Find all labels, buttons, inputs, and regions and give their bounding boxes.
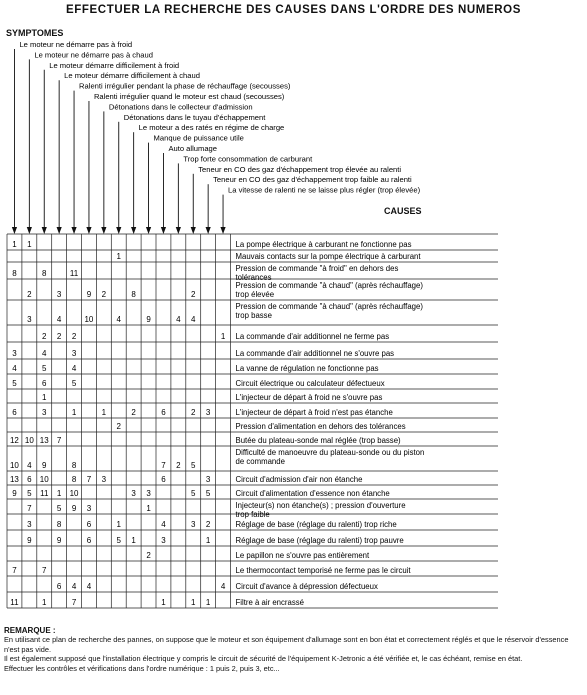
symptom-label: Ralenti irrégulier quand le moteur est chaud (secousses) (93, 92, 285, 101)
matrix-value: 8 (71, 475, 77, 484)
matrix-value: 5 (116, 536, 121, 545)
cause-label: L'injecteur de départ à froid n'est pas étanche (235, 408, 393, 417)
matrix-value: 1 (116, 252, 121, 261)
cause-label: Injecteur(s) non étanche(s) ; pression d'ouverture trop faible (235, 501, 406, 519)
arrow-head-icon (86, 227, 91, 234)
cause-label: Le thermocontact temporisé ne ferme pas le circuit (235, 566, 411, 575)
cause-label: La commande d'air additionnel ne ferme pas (235, 332, 390, 341)
matrix-value: 3 (42, 408, 47, 417)
matrix-value: 9 (56, 536, 62, 545)
symptom-label: Le moteur ne démarre pas à chaud (34, 50, 153, 60)
matrix-value: 7 (12, 566, 17, 575)
matrix-value: 2 (205, 520, 211, 529)
matrix-value: 9 (71, 504, 77, 513)
cause-label: Pression de commande "à chaud" (après réchauffage) trop élevée (235, 281, 423, 299)
matrix-value: 6 (27, 475, 32, 484)
matrix-value: 4 (56, 315, 62, 324)
matrix-value: 4 (220, 582, 226, 591)
matrix-value: 9 (146, 315, 151, 324)
matrix-value: 1 (146, 504, 151, 513)
remark-line-2: Il est également supposé que l'installation électrique y compris le circuit de sécurité de l'équipement K-Jetronic a été vérifiée et, le cas échéant, remise en état. (4, 654, 523, 664)
matrix-value: 4 (191, 315, 196, 324)
matrix-value: 5 (205, 489, 211, 498)
matrix-value: 8 (56, 520, 62, 529)
matrix-value: 6 (161, 408, 166, 417)
arrow-head-icon (161, 227, 166, 234)
matrix-value: 12 (9, 436, 19, 445)
arrow-head-icon (191, 227, 196, 234)
matrix-value: 2 (131, 408, 136, 417)
cause-label: La commande d'air additionnel ne s'ouvre pas (235, 349, 395, 358)
matrix-value: 4 (71, 364, 77, 373)
matrix-value: 1 (12, 240, 17, 249)
matrix-value: 3 (131, 489, 136, 498)
matrix-value: 9 (12, 489, 17, 498)
matrix-value: 4 (42, 349, 47, 358)
cause-label: Filtre à air encrassé (235, 598, 304, 607)
matrix-value: 7 (56, 436, 62, 445)
symptoms-heading: SYMPTOMES (6, 28, 64, 38)
symptom-label: Le moteur démarre difficilement à froid (49, 60, 180, 70)
matrix-value: 10 (69, 489, 79, 498)
cause-label: La pompe électrique à carburant ne fonctionne pas (235, 240, 412, 249)
arrow-head-icon (116, 227, 121, 234)
matrix-value: 10 (84, 315, 94, 324)
matrix-value: 3 (146, 489, 151, 498)
matrix-value: 2 (191, 290, 196, 299)
matrix-value: 1 (220, 332, 226, 341)
matrix-value: 10 (9, 461, 19, 470)
cause-label: Butée du plateau-sonde mal réglée (trop basse) (235, 436, 401, 445)
cause-label: Réglage de base (réglage du ralenti) trop pauvre (235, 536, 404, 545)
cause-label: Circuit électrique ou calculateur défectueux (235, 379, 385, 388)
matrix-value: 11 (10, 598, 19, 607)
matrix-value: 4 (116, 315, 121, 324)
symptom-label: La vitesse de ralenti ne se laisse plus régler (trop élevée) (228, 185, 421, 195)
arrow-head-icon (42, 227, 47, 234)
matrix-value: 2 (116, 422, 121, 431)
matrix-value: 3 (191, 520, 196, 529)
matrix-value: 5 (12, 379, 17, 388)
matrix-value: 6 (42, 379, 47, 388)
matrix-value: 1 (42, 393, 47, 402)
matrix-value: 3 (27, 315, 32, 324)
matrix-value: 5 (56, 504, 62, 513)
matrix-value: 3 (86, 504, 92, 513)
matrix-value: 2 (176, 461, 181, 470)
symptom-label: Teneur en CO des gaz d'échappement trop élevée au ralenti (198, 164, 402, 174)
matrix-value: 6 (161, 475, 166, 484)
symptom-label: Le moteur a des ratés en régime de charge (138, 123, 285, 133)
matrix-value: 5 (71, 379, 77, 388)
matrix-value: 1 (205, 598, 211, 607)
matrix-value: 1 (161, 598, 166, 607)
matrix-value: 1 (101, 408, 107, 417)
matrix-value: 3 (56, 290, 62, 299)
matrix-value: 4 (12, 364, 17, 373)
matrix-value: 2 (27, 290, 32, 299)
matrix-value: 9 (42, 461, 47, 470)
matrix-value: 7 (27, 504, 32, 513)
matrix-value: 4 (176, 315, 181, 324)
matrix-value: 6 (56, 582, 62, 591)
cause-label: La vanne de régulation ne fonctionne pas (235, 364, 379, 373)
page-title: EFFECTUER LA RECHERCHE DES CAUSES DANS L'ORDRE DES NUMEROS (66, 4, 521, 16)
cause-label: Réglage de base (réglage du ralenti) trop riche (235, 520, 397, 529)
cause-label: Pression d'alimentation en dehors des tolérances (235, 422, 406, 431)
cause-label: Le papillon ne s'ouvre pas entièrement (235, 551, 370, 560)
cause-label: Mauvais contacts sur la pompe électrique à carburant (235, 252, 421, 261)
matrix-value: 11 (69, 269, 79, 278)
matrix-value: 6 (86, 520, 92, 529)
matrix-value: 2 (42, 332, 47, 341)
symptom-label: Auto allumage (168, 144, 218, 153)
remarks-heading: REMARQUE : (4, 626, 56, 635)
matrix-value: 8 (42, 269, 47, 278)
matrix-value: 3 (205, 475, 211, 484)
matrix-value: 4 (27, 461, 32, 470)
arrow-head-icon (71, 227, 76, 234)
matrix-value: 4 (161, 520, 166, 529)
matrix-value: 8 (71, 461, 77, 470)
remark-line-1: En utilisant ce plan de recherche des pannes, on suppose que le moteur et son équipement d'allumage sont en bon état et correctement réglés et que le réservoir d'essence n'est pas vide. (4, 635, 569, 654)
matrix-value: 10 (24, 436, 34, 445)
matrix-value: 8 (12, 269, 17, 278)
matrix-value: 1 (42, 598, 47, 607)
matrix-value: 7 (42, 566, 47, 575)
remarks-block (4, 626, 584, 673)
matrix-value: 2 (71, 332, 77, 341)
arrow-head-icon (176, 227, 181, 234)
matrix-value: 13 (9, 475, 19, 484)
matrix-value: 6 (12, 408, 17, 417)
symptom-label: Détonations dans le tuyau d'échappement (123, 112, 266, 122)
arrow-head-icon (206, 227, 211, 234)
arrow-head-icon (220, 227, 225, 234)
matrix-value: 5 (42, 364, 47, 373)
matrix-value: 3 (71, 349, 77, 358)
matrix-value: 13 (39, 436, 49, 445)
matrix-value: 2 (191, 408, 196, 417)
matrix-value: 1 (27, 240, 32, 249)
matrix-value: 8 (131, 290, 136, 299)
matrix-value: 6 (86, 536, 92, 545)
cause-label: Pression de commande "à froid" en dehors des tolérances (235, 264, 399, 282)
matrix-value: 9 (27, 536, 32, 545)
matrix-value: 3 (101, 475, 107, 484)
matrix-value: 3 (205, 408, 211, 417)
arrow-head-icon (27, 227, 32, 234)
symptom-label: Ralenti irrégulier pendant la phase de réchauffage (secousses) (79, 81, 291, 91)
matrix-value: 2 (56, 332, 62, 341)
matrix-value: 7 (161, 461, 166, 470)
symptom-label: Détonations dans le collecteur d'admission (108, 102, 253, 112)
arrow-head-icon (12, 227, 17, 234)
cause-label: Circuit d'avance à dépression défectueux (235, 582, 378, 591)
symptom-label: Teneur en CO des gaz d'échappement trop faible au ralenti (213, 175, 412, 185)
matrix-value: 1 (116, 520, 121, 529)
matrix-value: 7 (71, 598, 77, 607)
matrix-value: 5 (191, 461, 196, 470)
arrow-head-icon (146, 227, 151, 234)
cause-label: L'injecteur de départ à froid ne s'ouvre pas (235, 393, 383, 402)
cause-label: Circuit d'admission d'air non étanche (235, 475, 363, 484)
matrix-value: 7 (86, 475, 92, 484)
matrix-value: 5 (27, 489, 32, 498)
matrix-value: 1 (191, 598, 196, 607)
matrix-value: 11 (40, 489, 49, 498)
matrix-value: 2 (101, 290, 107, 299)
symptom-label: Manque de puissance utile (153, 133, 244, 143)
matrix-value: 1 (205, 536, 211, 545)
cause-label: Circuit d'alimentation d'essence non étanche (235, 489, 390, 498)
arrow-head-icon (101, 227, 106, 234)
arrow-head-icon (57, 227, 62, 234)
matrix-value: 1 (71, 408, 77, 417)
cause-label: Difficulté de manoeuvre du plateau-sonde ou du piston de commande (235, 448, 425, 466)
matrix-value: 3 (12, 349, 17, 358)
symptom-label: Le moteur démarre difficilement à chaud (64, 71, 200, 81)
matrix-value: 1 (131, 536, 136, 545)
matrix-value: 3 (161, 536, 166, 545)
matrix-value: 4 (86, 582, 92, 591)
causes-heading: CAUSES (384, 206, 422, 216)
matrix-value: 9 (86, 290, 92, 299)
remark-line-3: Effectuer les contrôles et vérifications dans l'ordre numérique : 1 puis 2, puis 3, etc... (4, 663, 280, 673)
symptom-label: Trop forte consommation de carburant (183, 154, 313, 164)
matrix-value: 4 (71, 582, 77, 591)
matrix-value: 3 (27, 520, 32, 529)
matrix-value: 2 (146, 551, 151, 560)
matrix-value: 10 (39, 475, 49, 484)
cause-label: Pression de commande "à chaud" (après réchauffage) trop basse (235, 302, 423, 320)
symptom-label: Le moteur ne démarre pas à froid (19, 40, 133, 49)
matrix-value: 5 (191, 489, 196, 498)
matrix-value: 1 (56, 489, 62, 498)
arrow-head-icon (131, 227, 136, 234)
